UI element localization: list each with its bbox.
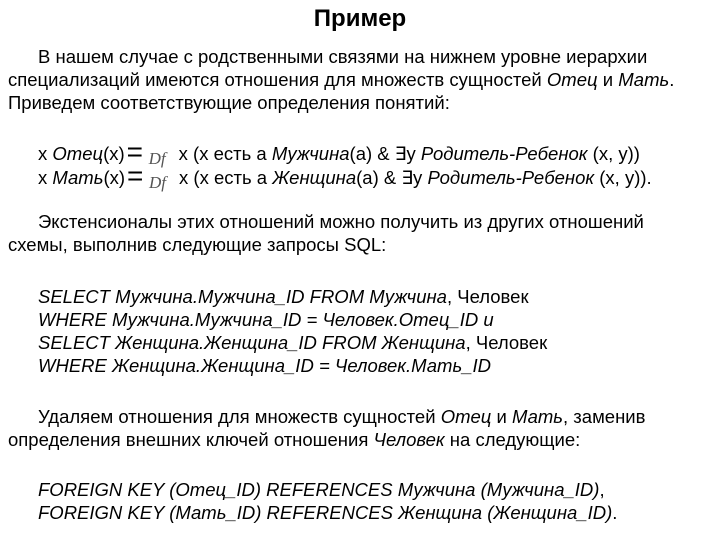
formula-rhs-class: Женщина: [272, 167, 357, 188]
replace-paragraph: [8, 405, 708, 451]
intro-text-2: . Приведем соответствующие определения понятий:: [8, 69, 675, 113]
formula-lhs-var: x: [38, 143, 53, 164]
intro-conj: и: [597, 69, 619, 90]
sql-line-tail: , Человек: [465, 332, 548, 353]
sql-line-main: WHERE Мужчина.Мужчина_ID = Человек.Отец_ID и: [38, 309, 494, 330]
formula-lhs-arg: (x): [103, 167, 126, 188]
foreign-key-punct: ,: [599, 479, 605, 500]
formula-rhs-rel: Родитель-Ребенок: [427, 167, 595, 188]
formula-lhs-name: Отец: [52, 143, 104, 164]
term-mat: Мать: [618, 69, 670, 90]
sql-line-tail: , Человек: [446, 286, 529, 307]
sql-line-main: SELECT Мужчина.Мужчина_ID FROM Мужчина: [38, 286, 447, 307]
foreign-key-block: [38, 478, 718, 524]
term-mat: Мать: [511, 406, 564, 427]
foreign-key-punct: .: [612, 502, 618, 523]
sql-line: [38, 354, 718, 377]
slide-title: Пример: [313, 5, 407, 32]
formula-rhs-pre: x (x есть а: [178, 143, 272, 164]
foreign-key-line: [38, 478, 718, 501]
replace-text-3: на следующие:: [444, 429, 581, 450]
foreign-key-text: FOREIGN KEY (Мать_ID) REFERENCES Женщина (Женщина_ID): [38, 502, 613, 523]
sql-query-block: [38, 285, 718, 377]
formula-rhs-rel: Родитель-Ребенок: [420, 143, 588, 164]
df-subscript: Df: [148, 149, 166, 168]
replace-text-1: Удаляем отношения для множеств сущностей: [38, 406, 441, 427]
intro-text-1: В нашем случае с родственными связями на нижнем уровне иерархии специализаций имеются отношения для множеств сущностей: [8, 46, 648, 90]
term-otec: Отец: [546, 69, 598, 90]
formula-rhs-class: Мужчина: [271, 143, 350, 164]
sql-line-main: WHERE Женщина.Женщина_ID = Человек.Мать_ID: [38, 355, 491, 376]
foreign-key-line: [38, 501, 718, 524]
equals-sign: =: [126, 136, 143, 167]
equals-sign: =: [127, 160, 144, 191]
formula-lhs-var: x: [38, 167, 53, 188]
foreign-key-text: FOREIGN KEY (Отец_ID) REFERENCES Мужчина (Мужчина_ID): [38, 479, 600, 500]
sql-intro-text: Экстенсионалы этих отношений можно получить из других отношений схемы, выполнив следующие запросы SQL:: [8, 211, 644, 255]
replace-text-2: , заменив определения внешних ключей отношения: [8, 406, 646, 450]
formula-rhs-mid: (а) & ∃y: [349, 143, 421, 164]
sql-intro-paragraph: [8, 210, 708, 256]
formula-rhs-end: (x, y)): [587, 143, 640, 164]
term-chelovek: Человек: [373, 429, 445, 450]
formula-lhs-arg: (x): [103, 143, 125, 164]
sql-line: [38, 308, 718, 331]
formula-rhs-pre: x (x есть а: [179, 167, 273, 188]
sql-line: [38, 285, 718, 308]
sql-line: [38, 331, 718, 354]
sql-line-main: SELECT Женщина.Женщина_ID FROM Женщина: [38, 332, 466, 353]
formula-rhs-end: (x, y)).: [594, 167, 652, 188]
formula-lhs-name: Мать: [52, 167, 104, 188]
definition-sign: [125, 160, 179, 192]
formula-mat: [38, 160, 718, 192]
term-otec: Отец: [440, 406, 492, 427]
df-subscript: Df: [149, 173, 167, 192]
intro-paragraph: [8, 45, 708, 114]
replace-conj: и: [491, 406, 512, 427]
formula-rhs-mid: (а) & ∃y: [356, 167, 428, 188]
